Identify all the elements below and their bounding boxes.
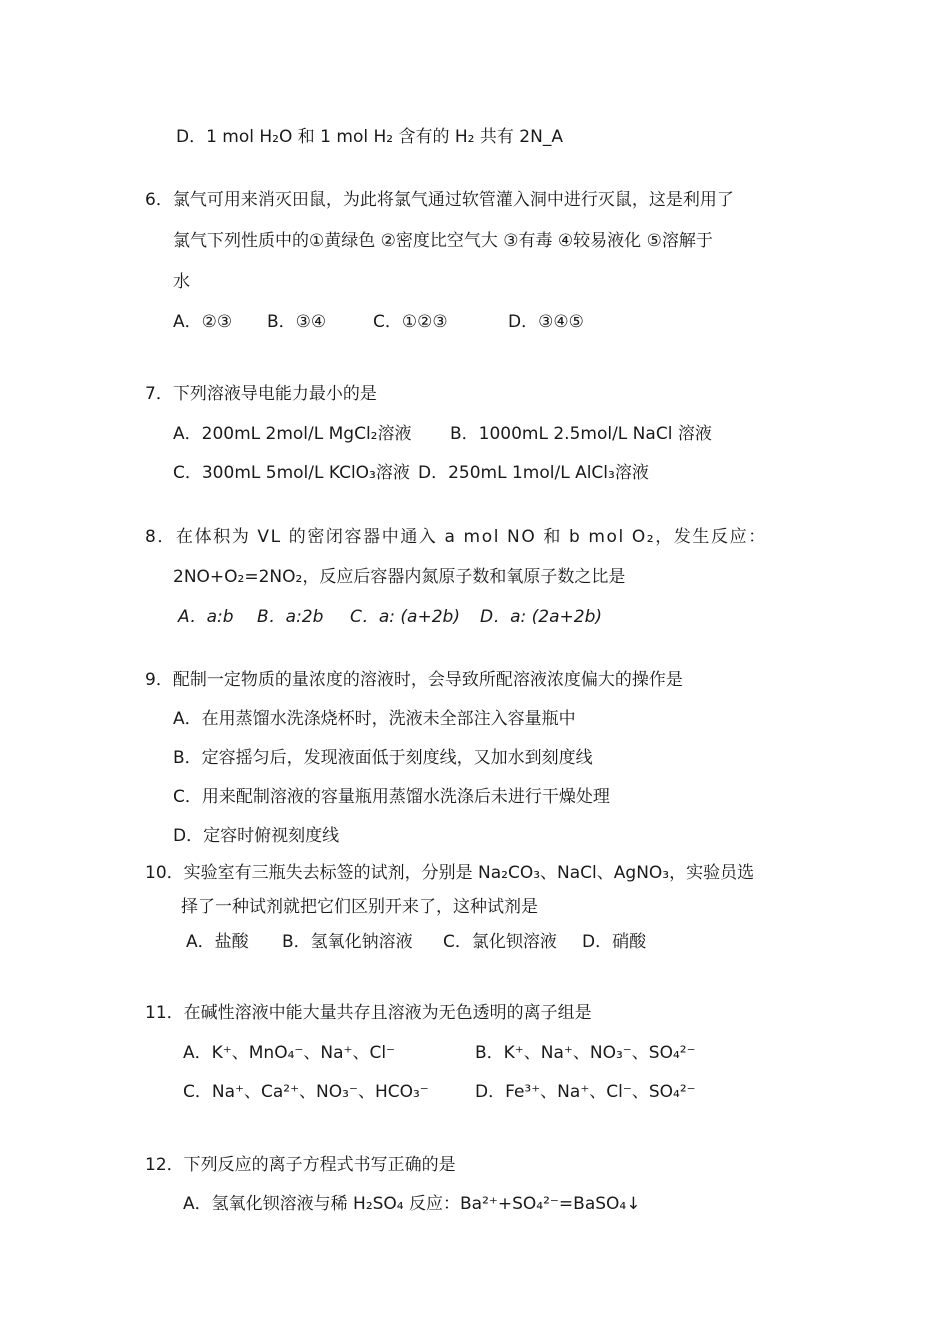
q11-option-c: C．Na⁺、Ca²⁺、NO₃⁻、HCO₃⁻: [183, 1082, 429, 1102]
q8-stem-line2: 2NO+O₂=2NO₂，反应后容器内氮原子数和氧原子数之比是: [173, 567, 626, 587]
q11-stem: 11．在碱性溶液中能大量共存且溶液为无色透明的离子组是: [145, 1003, 592, 1023]
q8-option-c: C．a: (a+2b): [350, 607, 460, 627]
q12-option-a: A．氢氧化钡溶液与稀 H₂SO₄ 反应：Ba²⁺+SO₄²⁻=BaSO₄↓: [183, 1194, 641, 1214]
q7-option-a: A．200mL 2mol/L MgCl₂溶液: [173, 424, 412, 444]
q7-option-c: C．300mL 5mol/L KClO₃溶液: [173, 463, 410, 483]
q11-option-a: A．K⁺、MnO₄⁻、Na⁺、Cl⁻: [183, 1043, 396, 1063]
q6-option-c: C．①②③: [373, 312, 448, 332]
q10-option-c: C．氯化钡溶液: [443, 932, 557, 952]
q6-option-d: D．③④⑤: [508, 312, 584, 332]
q8-option-b: B．a:2b: [257, 607, 324, 627]
q6-option-b: B．③④: [267, 312, 327, 332]
q10-option-a: A．盐酸: [186, 932, 249, 952]
q10-option-b: B．氢氧化钠溶液: [282, 932, 413, 952]
q8-option-a: A．a:b: [178, 607, 234, 627]
q12-stem: 12．下列反应的离子方程式书写正确的是: [145, 1155, 456, 1175]
q10-option-d: D．硝酸: [582, 932, 647, 952]
q11-option-d: D．Fe³⁺、Na⁺、Cl⁻、SO₄²⁻: [475, 1082, 696, 1102]
q7-option-d: D．250mL 1mol/L AlCl₃溶液: [418, 463, 649, 483]
q9-option-d: D．定容时俯视刻度线: [173, 826, 340, 846]
q9-option-b: B．定容摇匀后，发现液面低于刻度线，又加水到刻度线: [173, 748, 593, 768]
q5-option-d: D．1 mol H₂O 和 1 mol H₂ 含有的 H₂ 共有 2N_A: [176, 127, 563, 147]
q7-option-b: B．1000mL 2.5mol/L NaCl 溶液: [450, 424, 712, 444]
q6-option-a: A．②③: [173, 312, 233, 332]
q8-stem-line1: 8．在体积为 VL 的密闭容器中通入 a mol NO 和 b mol O₂，发生反应：: [145, 527, 767, 547]
q7-stem: 7．下列溶液导电能力最小的是: [145, 384, 377, 404]
q9-option-a: A．在用蒸馏水洗涤烧杯时，洗液未全部注入容量瓶中: [173, 709, 576, 729]
q6-stem-line2: 氯气下列性质中的①黄绿色 ②密度比空气大 ③有毒 ④较易液化 ⑤溶解于: [173, 231, 713, 251]
q8-option-d: D．a: (2a+2b): [480, 607, 602, 627]
q9-stem: 9．配制一定物质的量浓度的溶液时，会导致所配溶液浓度偏大的操作是: [145, 670, 683, 690]
q6-stem-line1: 6．氯气可用来消灭田鼠，为此将氯气通过软管灌入洞中进行灭鼠，这是利用了: [145, 190, 734, 210]
q11-option-b: B．K⁺、Na⁺、NO₃⁻、SO₄²⁻: [475, 1043, 696, 1063]
q10-stem-line1: 10．实验室有三瓶失去标签的试剂，分别是 Na₂CO₃、NaCl、AgNO₃，实验员选: [145, 863, 755, 883]
q9-option-c: C．用来配制溶液的容量瓶用蒸馏水洗涤后未进行干燥处理: [173, 787, 610, 807]
q10-stem-line2: 择了一种试剂就把它们区别开来了，这种试剂是: [181, 897, 538, 917]
q6-stem-line3: 水: [173, 272, 190, 292]
